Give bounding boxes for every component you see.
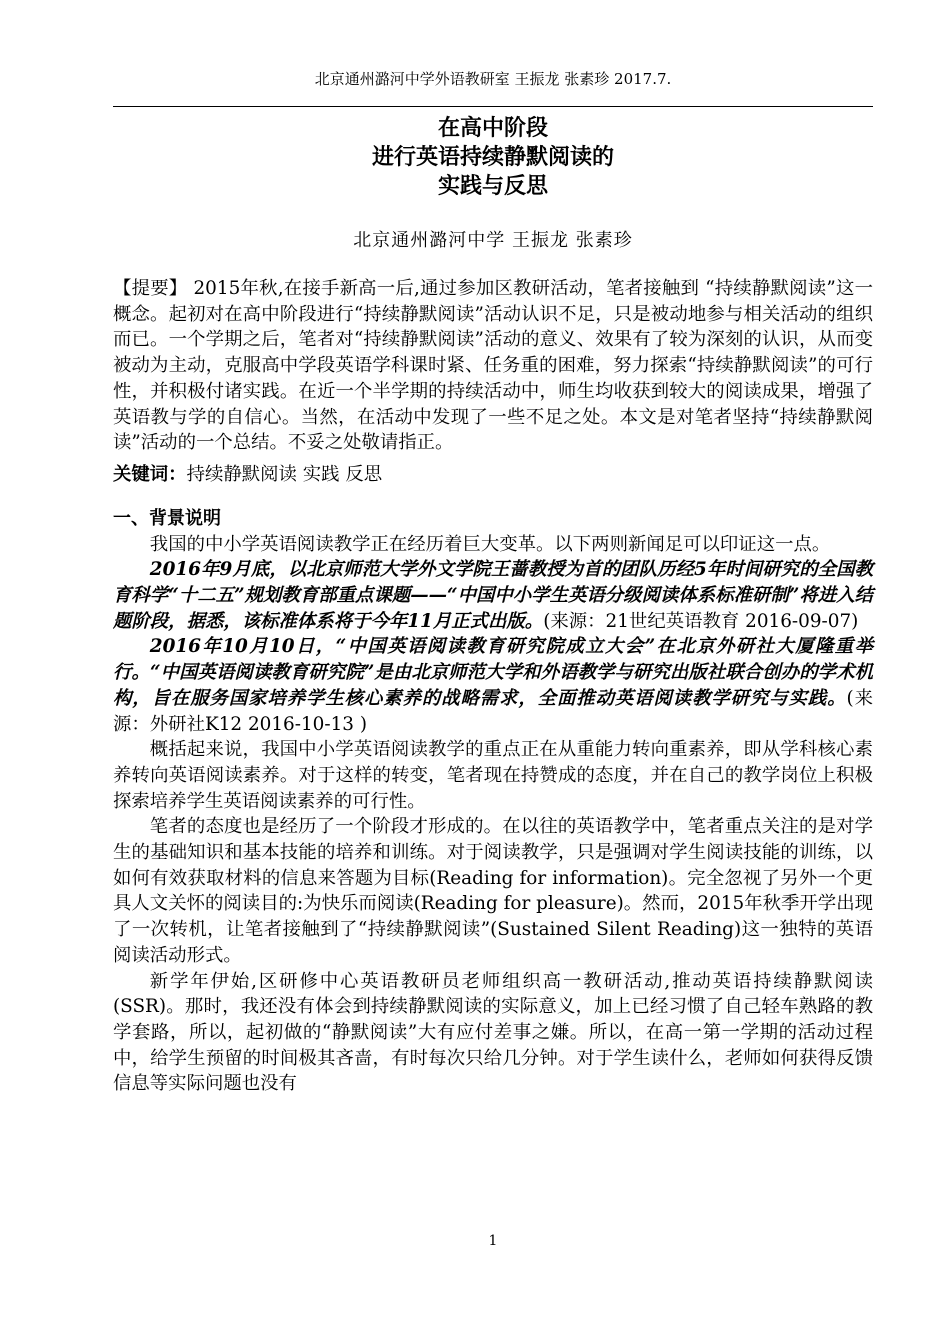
page-number: 1 [488,1233,498,1249]
news-item-1-source: (来源：21世纪英语教育 2016-09-07) [543,610,859,632]
keywords-label: 关键词： [113,463,187,485]
news-item-1-quote: 2016年9月底，以北京师范大学外文学院王蔷教授为首的团队历经5年时间研究的全国教育科学“十二五”规划教育部重点课题——“中国中小学生英语分级阅读体系标准研制”将进入结题阶段，据悉，该标准体系将于今年11月正式出版。 [113,559,873,632]
document-body [113,276,873,1097]
title-line-3: 实践与反思 [437,174,548,199]
abstract-label: 【提要】 [113,278,188,299]
title-line-1: 在高中阶段 [437,116,548,141]
background-paragraph-1: 我国的中小学英语阅读教学正在经历着巨大变革。以下两则新闻足可以印证这一点。 [149,533,831,555]
background-paragraph-4: 新学年伊始,区研修中心英语教研员老师组织高一教研活动,推动英语持续静默阅读(SSR)。那时，我还没有体会到持续静默阅读的实际意义，加上已经习惯了自己轻车熟路的教学套路，所以，起初做的“静默阅读”大有应付差事之嫌。所以，在高一第一学期的活动过程中，给学生预留的时间极其吝啬，有时每次只给几分钟。对于学生读什么，老师如何获得反馈信息等实际问题也没有 [113,970,873,1095]
header-rule [113,106,873,107]
news-item-2-source: (来源：外研社K12 2016-10-13 ) [113,687,873,735]
keywords-paragraph [113,462,873,488]
keywords-text: 持续静默阅读 实践 反思 [186,463,383,485]
abstract-text: 2015年秋,在接手新高一后,通过参加区教研活动，笔者接触到 “持续静默阅读”这一概念。起初对在高中阶段进行“持续静默阅读”活动认识不足，只是被动地参与相关活动的组织而已。一个学期之后，笔者对“持续静默阅读”活动的意义、效果有了较为深刻的认识，从而变被动为主动，克服高中学段英语学科课时紧、任务重的困难，努力探索“持续静默阅读”的可行性，并积极付诸实践。在近一个半学期的持续活动中，师生均收获到较大的阅读成果，增强了英语教与学的自信心。当然，在活动中发现了一些不足之处。本文是对笔者坚持“持续静默阅读”活动的一个总结。不妥之处敬请指正。 [113,278,873,454]
document-title [113,114,873,201]
author-line: 北京通州潞河中学 王振龙 张素珍 [353,230,633,251]
news-item-2 [113,634,873,737]
news-item-2-quote: 2016年10月10日，“中国英语阅读教育研究院成立大会”在北京外研社大厦隆重举行。“中国英语阅读教育研究院”是由北京师范大学和外语教学与研究出版社联合创办的学术机构，旨在服务国家培养学生核心素养的战略需求，全面推动英语阅读教学研究与实践。 [113,636,873,709]
background-paragraph-2: 概括起来说，我国中小学英语阅读教学的重点正在从重能力转向重素养，即从学科核心素养转向英语阅读素养。对于这样的转变，笔者现在持赞成的态度，并在自己的教学岗位上积极探索培养学生英语阅读素养的可行性。 [113,739,873,812]
news-item-1 [113,557,873,634]
background-paragraph-3: 笔者的态度也是经历了一个阶段才形成的。在以往的英语教学中，笔者重点关注的是对学生的基础知识和基本技能的培养和训练。对于阅读教学，只是强调对学生阅读技能的训练，以如何有效获取材料的信息来答题为目标(Reading for information)。完全忽视了另外一个更具人文关怀的阅读目的:为快乐而阅读(Reading for pleasure)。然而，2015年秋季开学出现了一次转机，让笔者接触到了“持续静默阅读”(Sustained Silent Reading)这一独特的英语阅读活动形式。 [113,816,873,966]
title-line-2: 进行英语持续静默阅读的 [371,145,614,170]
abstract-paragraph [113,276,873,456]
running-header: 北京通州潞河中学外语教研室 王振龙 张素珍 2017.7. [314,70,672,88]
section-heading-background: 一、背景说明 [113,507,221,529]
